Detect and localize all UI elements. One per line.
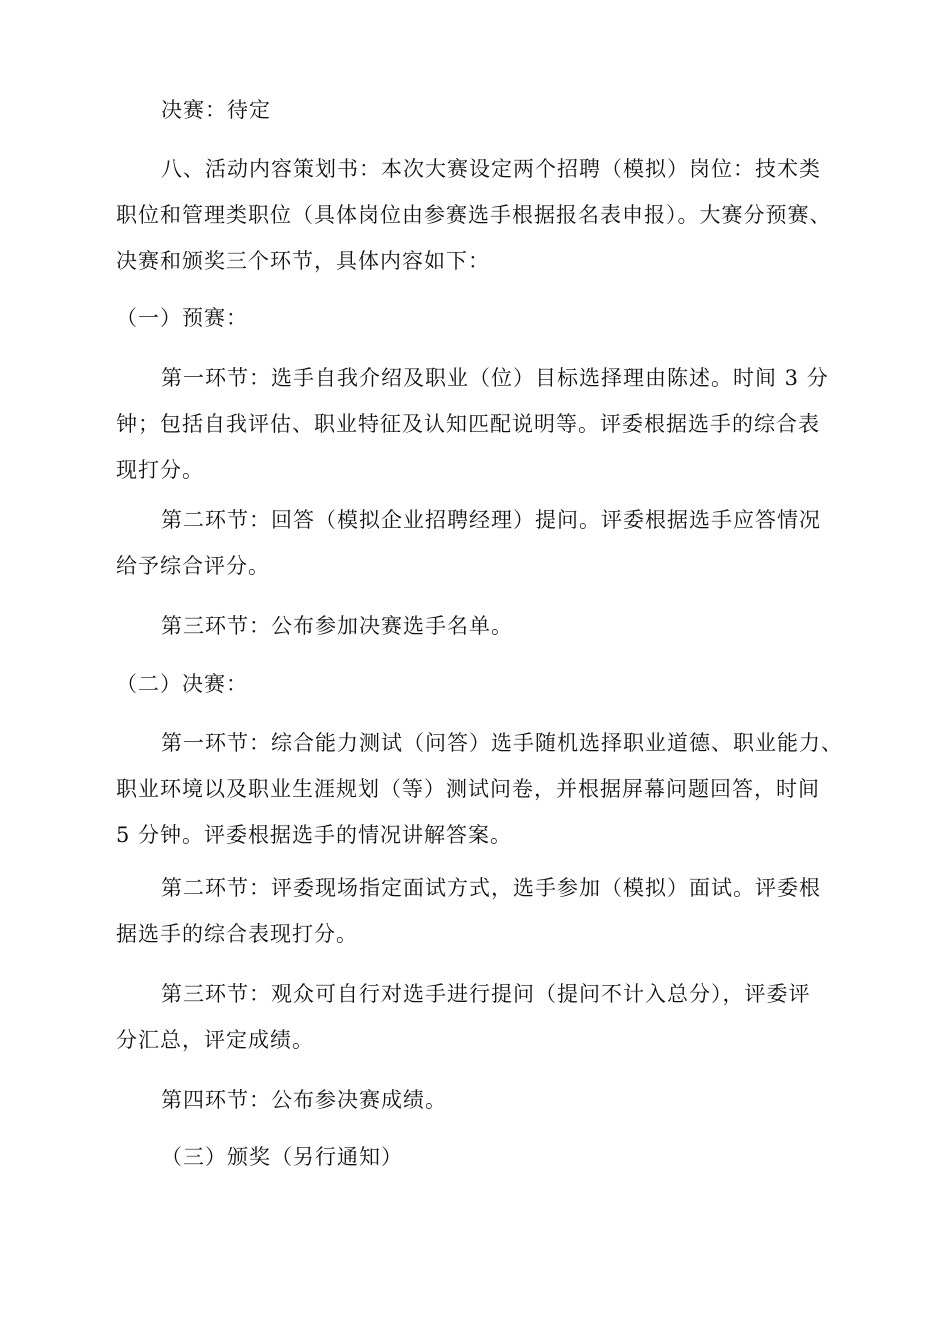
final-step4: 第四环节：公布参决赛成绩。	[161, 1088, 447, 1112]
final-step3-paragraph	[116, 974, 838, 1061]
section8-line-2: 职位和管理类职位（具体岗位由参赛选手根据报名表申报）。大赛分预赛、	[116, 203, 832, 227]
prelim-step1-paragraph	[116, 358, 838, 491]
final-step3-line-1: 第三环节：观众可自行对选手进行提问（提问不计入总分），评委评	[161, 982, 811, 1006]
section8-line-3: 决赛和颁奖三个环节，具体内容如下：	[116, 249, 490, 273]
final-step1-line-3: 5 分钟。评委根据选手的情况讲解答案。	[116, 823, 513, 847]
final-step2-line-2: 据选手的综合表现打分。	[116, 922, 358, 946]
final-step2-line-1: 第二环节：评委现场指定面试方式，选手参加（模拟）面试。评委根	[161, 876, 821, 900]
prelim-step2-line-1: 第二环节：回答（模拟企业招聘经理）提问。评委根据选手应答情况	[161, 508, 821, 532]
prelim-heading: （一）预赛：	[116, 306, 248, 330]
section8-line-1: 八、活动内容策划书：本次大赛设定两个招聘（模拟）岗位：技术类	[161, 157, 821, 181]
prelim-step2-line-2: 给予综合评分。	[116, 554, 270, 578]
section8-paragraph	[116, 149, 838, 282]
final-step1-line-1: 第一环节：综合能力测试（问答）选手随机选择职业道德、职业能力、	[161, 731, 843, 755]
final-step2-paragraph	[116, 868, 838, 955]
prelim-step1-line-1: 第一环节：选手自我介绍及职业（位）目标选择理由陈述。时间 3 分	[161, 366, 829, 390]
award-line: （三）颁奖（另行通知）	[161, 1145, 403, 1169]
final-step1-line-2: 职业环境以及职业生涯规划（等）测试问卷，并根据屏幕问题回答，时间	[116, 777, 820, 801]
final-heading: （二）决赛：	[116, 672, 248, 696]
prelim-step2-paragraph	[116, 500, 838, 587]
prelim-step1-line-3: 现打分。	[116, 458, 204, 482]
final-date-line: 决赛：待定	[161, 98, 271, 122]
prelim-step1-line-2: 钟；包括自我评估、职业特征及认知匹配说明等。评委根据选手的综合表	[116, 412, 820, 436]
final-step3-line-2: 分汇总，评定成绩。	[116, 1028, 314, 1052]
prelim-step3: 第三环节：公布参加决赛选手名单。	[161, 614, 513, 638]
final-step1-paragraph	[116, 723, 843, 856]
